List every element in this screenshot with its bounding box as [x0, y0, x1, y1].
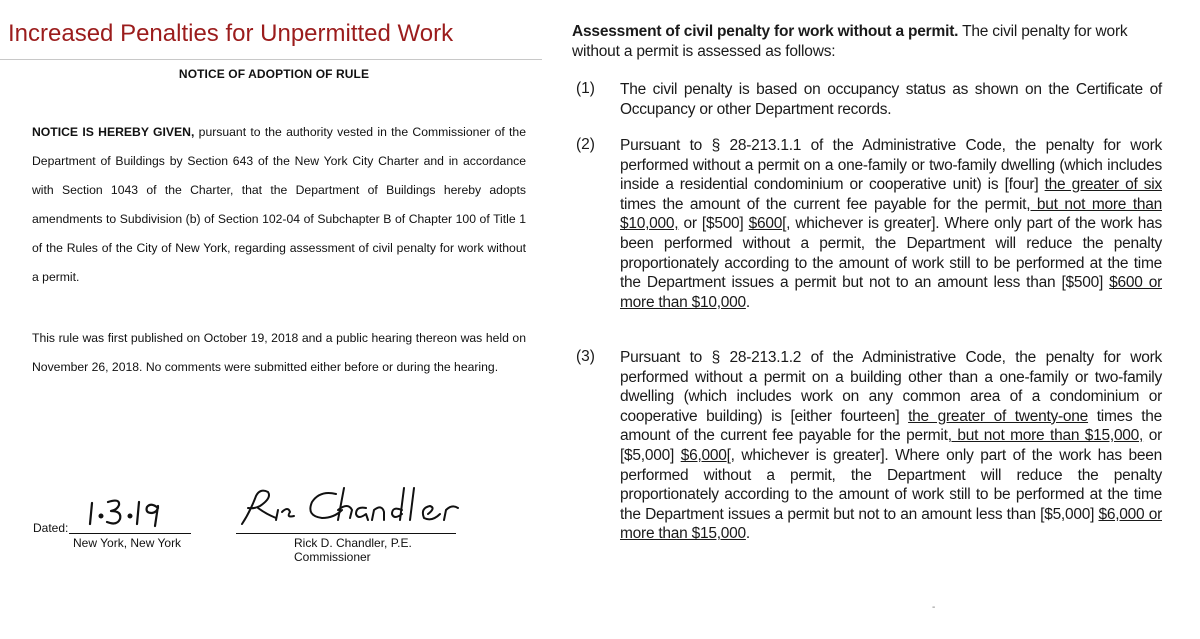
clause-segment: Pursuant to § 28-213.1.1 of the Administrative Code, the penalty for work performed without a permit on a one-family or two-family dwelling (which includes inside a residential condominium or cooperative unit) is [four]: [620, 137, 1162, 194]
handwritten-signature: [238, 484, 462, 537]
handwritten-date: [86, 494, 176, 533]
clause-segment: .: [745, 293, 750, 311]
notice-paragraph-2: This rule was first published on October 19, 2018 and a public hearing thereon was held on November 26, 2018. No comments were submitted either before or during the hearing.: [32, 331, 526, 374]
amendment-text: the greater of six: [1044, 176, 1162, 194]
page-headline: Increased Penalties for Unpermitted Work: [8, 20, 454, 47]
signer-name: Rick D. Chandler, P.E.: [294, 536, 412, 550]
scan-speck: -: [932, 602, 936, 613]
clause-number: (1): [576, 80, 595, 97]
rule-intro-rest: The civil penalty for work without a permit is assessed as follows:: [572, 23, 1128, 60]
clause-number: (3): [576, 348, 595, 365]
rule-intro: [572, 22, 1164, 61]
amendment-text: $600 or more than $10,000: [620, 274, 1162, 311]
clause-segment: The civil penalty is based on occupancy status as shown on the Certificate of Occupancy or other Department records.: [620, 81, 1162, 118]
clause-segment: .: [745, 525, 750, 543]
header-divider: [0, 59, 542, 60]
amendment-text: , but not more than $15,000,: [947, 427, 1144, 445]
clause-segment: Pursuant to § 28-213.1.2 of the Administrative Code, the penalty for work performed without a permit on a building other than a one-family or two-family dwelling (which includes work on any common area of a condominium or cooperative building) is [either fourteen]: [620, 349, 1162, 425]
clause-segment: or [$5,000]: [620, 427, 1162, 464]
clause-segment: [, whichever is greater]. Where only part of the work has been performed without a permit, the Department will reduce the penalty proportionately according to the amount of work still to be performed at the time the Department issues a permit but not to an amount less than [$5,000]: [620, 446, 1163, 523]
signature-line: [236, 533, 456, 534]
svg-text:1.3.19: 1.3.19: [86, 494, 89, 495]
date-signature-line: [69, 533, 191, 534]
signer-title: Commissioner: [294, 550, 371, 564]
amendment-text: $600: [748, 215, 783, 233]
clause-segment: times the amount of the current fee payable for the permit: [620, 407, 1162, 445]
amendment-text: $6,000: [680, 446, 727, 464]
notice-document: [0, 0, 548, 639]
amendment-text: $6,000 or more than $15,000: [620, 505, 1162, 543]
notice-title: NOTICE OF ADOPTION OF RULE: [178, 67, 370, 81]
clause-segment: [, whichever is greater]. Where only part of the work has been performed without a permit, the Department will reduce the penalty proportionately according to the amount of work still to be performed at the time the Department issues a permit but not to an amount less than [$500]: [620, 215, 1162, 292]
clause-number: (2): [576, 136, 595, 153]
dated-label: Dated:: [33, 521, 69, 535]
clause-text: [620, 80, 1162, 119]
rule-text-excerpt: [572, 0, 1194, 639]
clause-segment: or [$500]: [678, 215, 749, 233]
clause-text: [620, 348, 1162, 544]
amendment-text: the greater of twenty-one: [908, 407, 1089, 425]
rule-heading: Assessment of civil penalty for work without a permit.: [572, 23, 959, 40]
clause-text: [620, 136, 1162, 312]
notice-paragraph-1: [32, 118, 526, 292]
clause-segment: times the amount of the current fee payable for the permit: [620, 195, 1027, 213]
notice-paragraph-1-body: pursuant to the authority vested in the Commissioner of the Department of Buildings by Section 643 of the New York City Charter and in accordance with Section 1043 of the Charter, that the Department of Buildings hereby adopts amendments to Subdivision (b) of Section 102-04 of Subchapter B of Chapter 100 of Title 1 of the Rules of the City of New York, regarding assessment of civil penalty for work without a permit.: [32, 125, 526, 284]
amendment-text: , but not more than $10,000,: [620, 195, 1162, 233]
notice-lead: NOTICE IS HEREBY GIVEN,: [32, 125, 195, 139]
signing-place: New York, New York: [73, 536, 182, 550]
